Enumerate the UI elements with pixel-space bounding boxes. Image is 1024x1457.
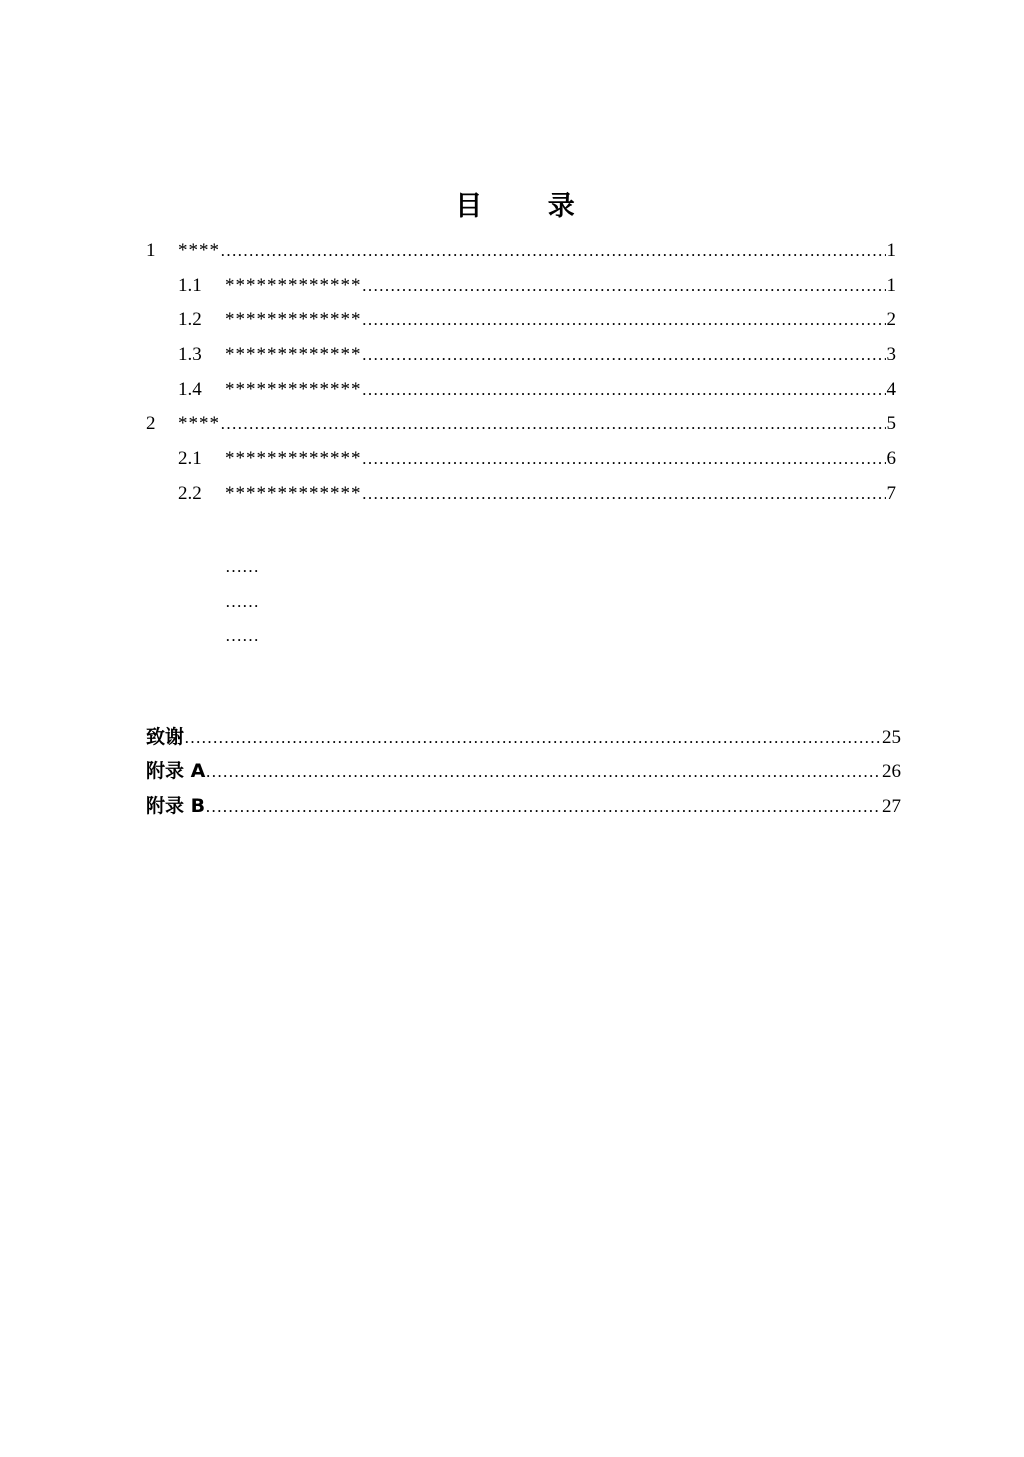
ellipsis-placeholder: ……: [225, 592, 259, 611]
toc-entry-acknowledgements[interactable]: [146, 724, 901, 750]
toc-entry-section[interactable]: [178, 273, 896, 299]
toc-entry-page: 2: [886, 309, 896, 330]
toc-entry-page: 26: [882, 761, 901, 782]
toc-entry-label: *************: [225, 448, 362, 469]
toc-entry-label: *************: [225, 379, 362, 400]
toc-entry-label: ****: [178, 413, 220, 434]
ellipsis-placeholder: ……: [225, 626, 259, 645]
toc-leader-dots: [362, 481, 886, 507]
toc-leader-dots: [184, 725, 881, 750]
toc-entry-label: *************: [225, 483, 362, 504]
toc-entry-page: 3: [886, 344, 896, 365]
toc-entry-section[interactable]: [178, 481, 896, 507]
toc-entry-section[interactable]: [178, 446, 896, 472]
toc-entry-label: *************: [225, 309, 362, 330]
toc-leader-dots: [362, 377, 886, 403]
toc-title: 目 录: [455, 191, 603, 222]
toc-leader-dots: [362, 446, 886, 472]
toc-entry-chapter[interactable]: [146, 238, 896, 264]
toc-entry-page: 27: [882, 796, 901, 817]
toc-entry-page: 5: [886, 413, 896, 434]
toc-entry-page: 6: [886, 448, 896, 469]
toc-entry-number: 1.1: [178, 275, 202, 296]
toc-entry-label: *************: [225, 344, 362, 365]
toc-entry-number: 1.3: [178, 344, 202, 365]
toc-leader-dots: [362, 307, 886, 333]
toc-leader-dots: [362, 342, 886, 368]
toc-leader-dots: [220, 238, 886, 264]
toc-entry-appendix-a[interactable]: [146, 758, 901, 784]
toc-entry-chapter[interactable]: [146, 411, 896, 437]
toc-entry-section[interactable]: [178, 377, 896, 403]
toc-entry-page: 25: [882, 727, 901, 748]
toc-entry-number: 2.1: [178, 448, 202, 469]
toc-entry-number: 2.2: [178, 483, 202, 504]
toc-entry-page: 1: [886, 275, 896, 296]
toc-entry-label: 附录 B: [146, 795, 206, 817]
toc-leader-dots: [205, 794, 881, 819]
toc-leader-dots: [220, 411, 886, 437]
toc-leader-dots: [205, 759, 881, 784]
toc-entry-label: *************: [225, 275, 362, 296]
toc-leader-dots: [362, 273, 886, 299]
toc-entry-page: 1: [886, 240, 896, 261]
toc-entry-number: 1: [146, 240, 156, 261]
toc-entry-label: ****: [178, 240, 220, 261]
toc-entry-number: 1.4: [178, 379, 202, 400]
toc-entry-page: 7: [886, 483, 896, 504]
toc-entry-page: 4: [886, 379, 896, 400]
toc-entry-number: 2: [146, 413, 156, 434]
toc-entry-number: 1.2: [178, 309, 202, 330]
toc-entry-label: 致谢: [146, 726, 185, 748]
toc-entry-section[interactable]: [178, 307, 896, 333]
toc-entry-appendix-b[interactable]: [146, 793, 901, 819]
ellipsis-placeholder: ……: [225, 557, 259, 576]
toc-entry-label: 附录 A: [146, 760, 206, 782]
toc-entry-section[interactable]: [178, 342, 896, 368]
